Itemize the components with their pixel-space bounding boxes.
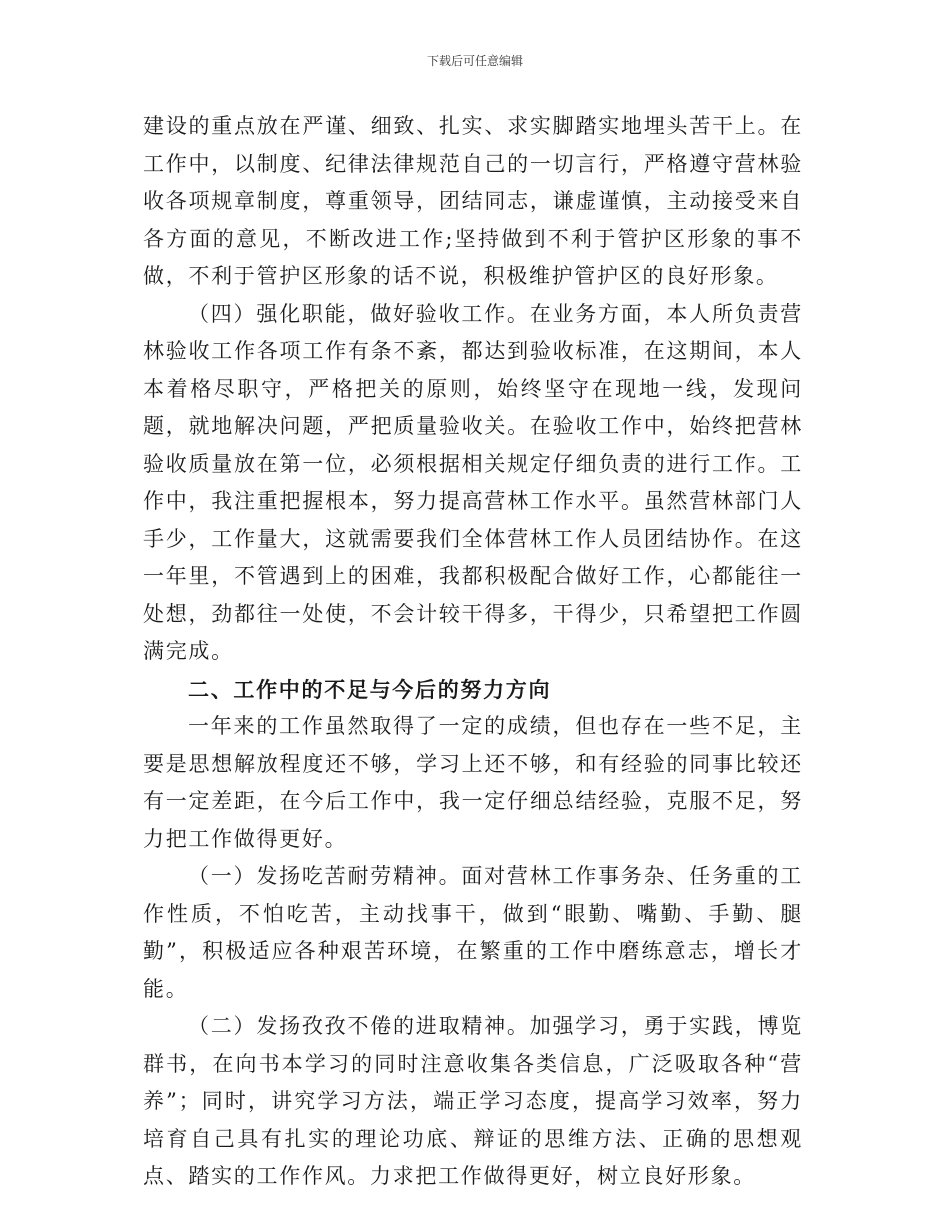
paragraph-item-1: （一）发扬吃苦耐劳精神。面对营林工作事务杂、任务重的工作性质，不怕吃苦，主动找事干，做到“眼勤、嘴勤、手勤、腿勤”，积极适应各种艰苦环境，在繁重的工作中磨练意志，增长才能。: [143, 864, 803, 1001]
paragraph-item-2: （二）发扬孜孜不倦的进取精神。加强学习，勇于实践，博览群书，在向书本学习的同时注意收集各类信息，广泛吸取各种“营养”；同时，讲究学习方法，端正学习态度，提高学习效率，努力培育自己具有扎实的理论功底、辩证的思维方法、正确的思想观点、踏实的工作作风。力求把工作做得更好，树立良好形象。: [143, 1014, 803, 1188]
document-body: [143, 108, 803, 1196]
paragraph-shortcomings-intro: 一年来的工作虽然取得了一定的成绩，但也存在一些不足，主要是思想解放程度还不够，学习上还不够，和有经验的同事比较还有一定差距，在今后工作中，我一定仔细总结经验，克服不足，努力把工作做得更好。: [143, 714, 803, 851]
paragraph-continuation: 建设的重点放在严谨、细致、扎实、求实脚踏实地埋头苦干上。在工作中，以制度、纪律法律规范自己的一切言行，严格遵守营林验收各项规章制度，尊重领导，团结同志，谦虚谨慎，主动接受来自各方面的意见，不断改进工作;坚持做到不利于管护区形象的事不做，不利于管护区形象的话不说，积极维护管护区的良好形象。: [143, 114, 803, 288]
page-header: 下载后可任意编辑: [426, 54, 523, 68]
section-heading-shortcomings: 二、工作中的不足与今后的努力方向: [188, 676, 552, 702]
paragraph-section-4: （四）强化职能，做好验收工作。在业务方面，本人所负责营林验收工作各项工作有条不紊，都达到验收标准，在这期间，本人本着格尽职守，严格把关的原则，始终坚守在现地一线，发现问题，就地解决问题，严把质量验收关。在验收工作中，始终把营林验收质量放在第一位，必须根据相关规定仔细负责的进行工作。工作中，我注重把握根本，努力提高营林工作水平。虽然营林部门人手少，工作量大，这就需要我们全体营林工作人员团结协作。在这一年里，不管遇到上的困难，我都积极配合做好工作，心都能往一处想，劲都往一处使，不会计较干得多，干得少，只希望把工作圆满完成。: [143, 301, 803, 663]
